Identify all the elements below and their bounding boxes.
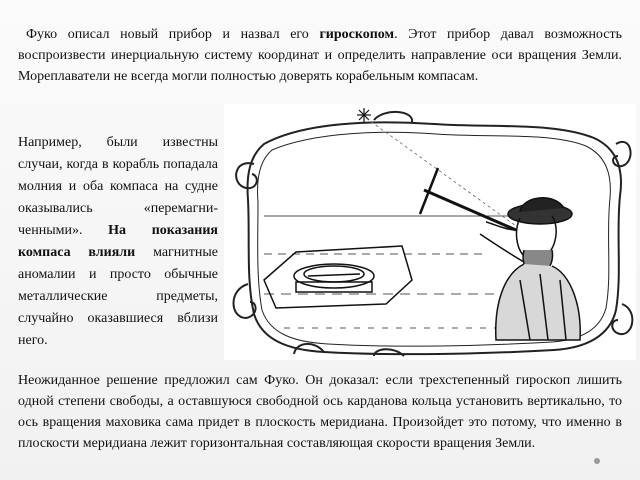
navigator-illustration	[224, 104, 636, 360]
intro-text-end: . Этот прибор давал возможность воспроизвести инерциальную систему координат и определить направление оси вращения Земли. Мореплаватели не всегда могли полностью доверять корабельным компасам.	[18, 27, 622, 84]
example-paragraph	[18, 132, 218, 352]
intro-text-start: Фуко описал новый прибор и назвал его	[26, 27, 320, 42]
slide-bullet-dot	[594, 458, 600, 464]
intro-paragraph	[18, 24, 622, 87]
intro-term-gyroscope: гироскопом	[319, 27, 395, 42]
solution-paragraph: Неожиданное решение предложил сам Фуко. Он доказал: если трехстепенный гироскоп лишить одной степени свободы, а оставшуюся свободной ось карданова кольца установить вертикально, то ось вращения маховика сама придет в плоскость меридиана. Произойдет это потому, что именно в плоскости меридиана лежит горизонтальная составляющая скорости вращения Земли.	[18, 373, 622, 451]
example-text-start: Например, были известны случаи, когда в корабль попадала молния и оба компаса на судне оказывались «перемагни-ченными».	[18, 135, 218, 238]
example-text-end: магнитные аномалии и просто обычные металлические предметы, случайно оказавшиеся вблизи него.	[18, 245, 218, 348]
example-bold-phrase: На показания компаса влияли	[18, 223, 218, 260]
